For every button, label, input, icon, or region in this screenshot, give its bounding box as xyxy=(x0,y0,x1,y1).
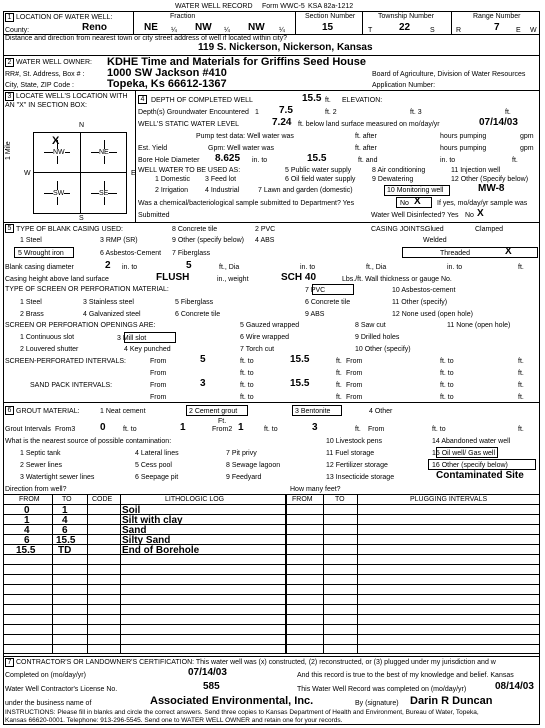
opening-option: 5 Gauzed wrapped xyxy=(240,322,300,329)
fraction-1: NE xyxy=(144,22,158,33)
opening-option: 10 Other (specify) xyxy=(355,346,411,353)
contam-option: 4 Lateral lines xyxy=(135,450,179,457)
blank-in: in. to xyxy=(122,264,138,271)
distance-label: Distance and direction from nearest town or city street address of well if located within city? xyxy=(5,35,288,42)
screen-option: 3 Stainless steel xyxy=(83,299,134,306)
gw-1-label: 1 xyxy=(255,109,259,116)
county-value: Reno xyxy=(82,22,107,33)
ft-label: ft. xyxy=(518,370,524,377)
township-s: S xyxy=(430,27,435,34)
form-title: WATER WELL RECORD xyxy=(175,3,253,10)
section-number-4: 4 xyxy=(138,95,147,104)
log-cell-from: 6 xyxy=(24,535,30,546)
compass-n: N xyxy=(79,122,85,129)
grout-ftto2: ft. to xyxy=(264,426,278,433)
chem-rest: If yes, mo/day/yr sample was xyxy=(437,200,528,207)
grout-from3: From3 xyxy=(55,426,76,433)
grout-ft3: ft. xyxy=(518,426,524,433)
quarter-mark-1: ¼ xyxy=(171,27,177,34)
opening-option: 4 Key punched xyxy=(124,346,171,353)
blank-to-value: 5 xyxy=(186,260,192,271)
section-number-1: 1 xyxy=(5,13,14,22)
casing-option: 6 Asbestos-Cement xyxy=(100,250,162,257)
contam-option: 10 Livestock pens xyxy=(326,438,383,445)
use-option-selected: 10 Monitoring well xyxy=(387,187,444,194)
log-row-line xyxy=(3,564,540,565)
log-row-line xyxy=(3,554,540,555)
record-completed-date: 08/14/03 xyxy=(495,681,534,692)
quadrant-se: SE xyxy=(99,190,109,197)
openings-label: SCREEN OR PERFORATION OPENINGS ARE: xyxy=(5,322,156,329)
opening-option: 9 Drilled holes xyxy=(355,334,400,341)
casing-weight-label: in., weight xyxy=(217,276,249,283)
range-r: R xyxy=(456,27,462,34)
log-row-line xyxy=(3,604,540,605)
use-option: 11 Injection well xyxy=(451,167,501,174)
log-row-line xyxy=(3,614,540,615)
street-value: 1000 SW Jackson #410 xyxy=(107,67,227,79)
log-row-line xyxy=(3,644,540,645)
township-t: T xyxy=(368,27,373,34)
section-number-3: 3 xyxy=(5,92,14,101)
contam-option: 12 Fertilizer storage xyxy=(326,462,388,469)
screen-to-value: 15.5 xyxy=(290,354,310,365)
to-label: ft. to xyxy=(440,382,454,389)
location-label: LOCATION OF WATER WELL: xyxy=(16,14,113,21)
compass-s: S xyxy=(79,215,84,222)
form-number: Form WWC-5 xyxy=(262,3,305,10)
owner-value: KDHE Time and Materials for Griffins Seed House xyxy=(107,56,366,68)
from-label: From xyxy=(346,358,363,365)
log-cell-to: 1 xyxy=(62,505,68,516)
bore-ft: ft. xyxy=(512,157,518,164)
screen-option: 9 ABS xyxy=(305,311,325,318)
pump-label: Pump test data: Well water was xyxy=(196,133,294,140)
disinfected-no: No xyxy=(465,212,474,219)
mile-label: 1 Mile xyxy=(5,141,12,160)
bore-and: ft. and xyxy=(358,157,378,164)
to-label: ft. to xyxy=(440,394,454,401)
joints-label: CASING JOINTS: xyxy=(371,226,427,233)
log-row-line xyxy=(3,594,540,595)
groundwater-1: 7.5 xyxy=(279,105,293,116)
log-header-to2: TO xyxy=(335,496,345,503)
grout-from-1: 0 xyxy=(100,422,106,433)
pump-mid: ft. after xyxy=(355,133,377,140)
log-cell-to: 4 xyxy=(62,515,68,526)
depth-label: DEPTH OF COMPLETED WELL xyxy=(151,97,253,104)
gw-2-label: ft. 2 xyxy=(325,109,337,116)
to-label: ft. to xyxy=(440,370,454,377)
ft-label: ft. xyxy=(336,394,342,401)
contamination-label: What is the nearest source of possible contamination: xyxy=(5,438,172,445)
grout-option-selected: 3 Bentonite xyxy=(295,408,331,415)
joints-clamped: Clamped xyxy=(475,226,504,233)
contam-option-selected: 16 Other (specify below) xyxy=(432,462,508,469)
screen-option: 10 Asbestos-cement xyxy=(392,287,456,294)
license-label: Water Well Contractor's License No. xyxy=(5,686,118,693)
completed-date: 07/14/03 xyxy=(188,667,227,678)
static-value: 7.24 xyxy=(272,117,292,128)
completed-label: Completed on (mo/day/yr) xyxy=(5,672,86,679)
from-label: From xyxy=(150,370,167,377)
casing-option: 7 Fiberglass xyxy=(172,250,211,257)
log-row-line xyxy=(3,574,540,575)
blank-diameter-label: Blank casing diameter xyxy=(5,264,74,271)
chem-no-mark: X xyxy=(414,196,421,207)
signature-value: Darin R Duncan xyxy=(410,695,493,707)
board-label: Board of Agriculture, Division of Water Resources xyxy=(372,71,526,78)
township-value: 22 xyxy=(399,22,411,33)
screen-option: 5 Fiberglass xyxy=(175,299,214,306)
section-number-5: 5 xyxy=(5,224,14,233)
use-option: 5 Public water supply xyxy=(285,167,352,174)
use-option: 9 Dewatering xyxy=(372,176,414,183)
to-label: ft. to xyxy=(240,382,254,389)
opening-option: 6 Wire wrapped xyxy=(240,334,290,341)
from-label: From xyxy=(346,394,363,401)
from-label: From xyxy=(346,382,363,389)
casing-option: 1 Steel xyxy=(20,237,42,244)
disinfected-label: Water Well Disinfected? Yes xyxy=(371,212,459,219)
application-label: Application Number: xyxy=(372,82,436,89)
contam-option: 1 Septic tank xyxy=(20,450,61,457)
use-option: 4 Industrial xyxy=(205,187,240,194)
casing-option: 9 Other (specify below) xyxy=(172,237,244,244)
locate-label-2: AN "X" IN SECTION BOX: xyxy=(5,102,87,109)
business-value: Associated Environmental, Inc. xyxy=(150,695,314,707)
groundwater-label: Depth(s) Groundwater Encountered xyxy=(138,109,249,116)
record-completed-label: This Water Well Record was completed on (mo/day/yr) xyxy=(297,686,467,693)
screen-from-value: 5 xyxy=(200,354,206,365)
fraction-3: NW xyxy=(248,22,265,33)
blank-ft3: ft. xyxy=(518,264,524,271)
contam-option: 6 Seepage pit xyxy=(135,474,179,481)
grout-ft2: ft. xyxy=(355,426,361,433)
bore-in: in. to xyxy=(252,157,268,164)
chem-label: Was a chemical/bacteriological sample submitted to Department? Yes xyxy=(138,200,355,207)
opening-option: 1 Continuous slot xyxy=(20,334,75,341)
joints-glued: Glued xyxy=(425,226,444,233)
log-row-line xyxy=(3,624,540,625)
grout-ftto: ft. to xyxy=(123,426,137,433)
yield-label: Est. Yield xyxy=(138,145,168,152)
contam-option-selected: 15 Oil well/ Gas well xyxy=(432,450,496,457)
quadrant-nw: NW xyxy=(53,149,65,156)
log-cell-from: 4 xyxy=(24,525,30,536)
yield-end: hours pumping xyxy=(440,145,487,152)
ft-label: ft. xyxy=(518,394,524,401)
contam-option: 9 Feedyard xyxy=(226,474,262,481)
quadrant-sw: SW xyxy=(53,190,65,197)
direction-label: Direction from well? xyxy=(5,486,67,493)
log-cell-to: 15.5 xyxy=(56,535,76,546)
section-number-6: 6 xyxy=(5,406,14,415)
log-row-line xyxy=(3,634,540,635)
static-date: 07/14/03 xyxy=(479,117,518,128)
township-label: Township Number xyxy=(378,13,435,20)
completed-rest: And this record is true to the best of my knowledge and belief. Kansas xyxy=(297,672,514,679)
range-w: W xyxy=(530,27,537,34)
casing-schedule: SCH 40 xyxy=(281,272,317,283)
screen-option: 2 Brass xyxy=(20,311,44,318)
log-cell-litho: Sand xyxy=(122,525,147,536)
screen-option: 1 Steel xyxy=(20,299,42,306)
bore-diameter: 8.625 xyxy=(215,153,241,164)
use-option: 6 Oil field water supply xyxy=(285,176,356,183)
grout-from-2: 1 xyxy=(238,422,244,433)
use-option: 1 Domestic xyxy=(155,176,191,183)
use-option: 12 Other (Specify below) xyxy=(451,176,529,183)
locate-label-1: LOCATE WELL'S LOCATION WITH xyxy=(16,93,128,100)
yield-after: ft. after xyxy=(355,145,377,152)
instructions-1: INSTRUCTIONS: Please fill in blanks and circle the correct answers. Send three copies to Kansas Department of Health and Environment, Bureau of Water, Topeka, xyxy=(5,709,479,716)
log-header-from: FROM xyxy=(19,496,40,503)
quadrant-ne: NE xyxy=(99,149,109,156)
county-label: County: xyxy=(5,27,30,34)
to-label: ft. to xyxy=(240,358,254,365)
compass-e: E xyxy=(131,170,136,177)
opening-option: 2 Louvered shutter xyxy=(20,346,79,353)
gw-3-label: ft. 3 xyxy=(410,109,422,116)
from-label: From xyxy=(150,382,167,389)
log-cell-from: 15.5 xyxy=(16,545,36,556)
certification-text: CONTRACTOR'S OR LANDOWNER'S CERTIFICATION: This water well was (x) constructed, (2) reconstructed, or (3) plugged under my jurisdiction and w xyxy=(16,659,496,666)
ft-label: ft. xyxy=(336,370,342,377)
log-cell-litho: Silt with clay xyxy=(122,515,183,526)
static-rest: ft. below land surface measured on mo/day/yr xyxy=(298,121,440,128)
section-value: 15 xyxy=(322,22,334,33)
log-cell-from: 0 xyxy=(24,505,30,516)
from-label: From xyxy=(150,358,167,365)
ksa-ref: KSA 82a-1212 xyxy=(308,3,354,10)
contam-option: 3 Watertight sewer lines xyxy=(20,474,95,481)
bore-depth: 15.5 xyxy=(307,153,327,164)
screen-label: TYPE OF SCREEN OR PERFORATION MATERIAL: xyxy=(5,286,169,293)
grout-ft: Ft. xyxy=(218,418,227,425)
use-other-value: MW-8 xyxy=(478,183,505,194)
static-label: WELL'S STATIC WATER LEVEL xyxy=(138,121,240,128)
range-value: 7 xyxy=(494,22,500,33)
ft-label: ft. xyxy=(518,358,524,365)
fraction-label: Fraction xyxy=(170,13,196,20)
submitted-label: Submitted xyxy=(138,212,170,219)
joints-threaded-mark: X xyxy=(505,246,512,257)
blank-diameter-value: 2 xyxy=(105,260,111,271)
contam-option: 8 Sewage lagoon xyxy=(226,462,281,469)
casing-option: 8 Concrete tile xyxy=(172,226,218,233)
from-label: From xyxy=(150,394,167,401)
casing-option: 4 ABS xyxy=(255,237,275,244)
grout-to-2: 3 xyxy=(312,422,318,433)
address-value: 119 S. Nickerson, Nickerson, Kansas xyxy=(198,42,373,53)
log-cell-litho: Silty Sand xyxy=(122,535,171,546)
chem-no: No xyxy=(400,200,409,207)
contam-option: 11 Fuel storage xyxy=(326,450,375,457)
owner-label: WATER WELL OWNER: xyxy=(16,59,92,66)
quarter-mark-2: ¼ xyxy=(224,27,230,34)
log-row-line xyxy=(3,524,540,525)
casing-option: 2 PVC xyxy=(255,226,276,233)
opening-option: 11 None (open hole) xyxy=(447,322,511,329)
log-cell-to: 6 xyxy=(62,525,68,536)
screen-option-selected: 7 PVC xyxy=(305,287,326,294)
city-value: Topeka, Ks 66612-1367 xyxy=(107,78,227,90)
screen-option: 6 Concrete tile xyxy=(305,299,351,306)
screen-option: 6 Concrete tile xyxy=(175,311,221,318)
sand-to-value: 15.5 xyxy=(290,378,310,389)
bore-in2: in. to xyxy=(440,157,456,164)
screen-option: 12 None used (open hole) xyxy=(392,311,473,318)
depth-value: 15.5 xyxy=(302,93,322,104)
ft-label: ft. xyxy=(336,382,342,389)
contam-other-value: Contaminated Site xyxy=(436,470,524,481)
to-label: ft. to xyxy=(240,394,254,401)
street-label: RR#, St. Address, Box # : xyxy=(5,71,85,78)
casing-option-selected: 5 Wrought iron xyxy=(18,250,64,257)
grout-label: GROUT MATERIAL: xyxy=(16,408,80,415)
log-header-to: TO xyxy=(62,496,72,503)
contam-option: 14 Abandoned water well xyxy=(432,438,511,445)
opening-option: 7 Torch cut xyxy=(240,346,275,353)
grout-intervals-label: Grout Intervals xyxy=(5,426,51,433)
log-header-code: CODE xyxy=(92,496,113,503)
blank-in3: in. to xyxy=(447,264,463,271)
range-e: E xyxy=(516,27,521,34)
log-cell-litho: Soil xyxy=(122,505,141,516)
to-label: ft. to xyxy=(440,358,454,365)
log-header-litho: LITHOLOGIC LOG xyxy=(165,496,225,503)
gw-ft: ft. xyxy=(505,109,511,116)
depth-ft: ft. xyxy=(325,97,331,104)
log-cell-from: 1 xyxy=(24,515,30,526)
use-label: WELL WATER TO BE USED AS: xyxy=(138,167,241,174)
sand-from-value: 3 xyxy=(200,378,206,389)
log-row-line xyxy=(3,584,540,585)
casing-option: 3 RMP (SR) xyxy=(100,237,138,244)
joints-selected-box xyxy=(402,247,538,258)
how-many-feet-label: How many feet? xyxy=(290,486,341,493)
business-label: under the business name of xyxy=(5,700,92,707)
opening-option: 8 Saw cut xyxy=(355,322,386,329)
range-label: Range Number xyxy=(473,13,521,20)
pump-end: hours pumping xyxy=(440,133,487,140)
screen-intervals-label: SCREEN-PERFORATED INTERVALS: xyxy=(5,358,126,365)
lbs-label: Lbs./ft. Wall thickness or gauge No. xyxy=(342,276,452,283)
blank-ft-dia: ft., Dia xyxy=(219,264,240,271)
use-option: 8 Air conditioning xyxy=(372,167,426,174)
to-label: ft. to xyxy=(240,370,254,377)
log-row-line xyxy=(3,534,540,535)
yield-gpm: gpm xyxy=(520,145,534,152)
grout-from: From xyxy=(368,426,385,433)
instructions-2: Kansas 66620-0001. Telephone: 913-296-5545. Send one to WATER WELL OWNER and retain one for your records. xyxy=(5,717,343,724)
compass-w: W xyxy=(24,170,31,177)
screen-option: 4 Galvanized steel xyxy=(83,311,141,318)
section-number-2: 2 xyxy=(5,58,14,67)
ft-label: ft. xyxy=(336,358,342,365)
ft-label: ft. xyxy=(518,382,524,389)
grout-ftto3: ft. to xyxy=(432,426,446,433)
blank-in2: in. to xyxy=(300,264,316,271)
log-row-line xyxy=(3,544,540,545)
joints-welded: Welded xyxy=(423,237,447,244)
license-value: 585 xyxy=(203,681,220,692)
pump-gpm: gpm xyxy=(520,133,534,140)
log-cell-to: TD xyxy=(58,545,72,556)
bore-label: Bore Hole Diameter xyxy=(138,157,200,164)
use-option: 2 Irrigation xyxy=(155,187,189,194)
well-location-mark: X xyxy=(52,135,60,147)
section-number-label: Section Number xyxy=(305,13,356,20)
fraction-2: NW xyxy=(195,22,212,33)
log-row-line xyxy=(3,514,540,515)
section-number-7: 7 xyxy=(5,658,14,667)
contam-option: 2 Sewer lines xyxy=(20,462,63,469)
screen-option: 11 Other (specify) xyxy=(392,299,448,306)
casing-label: TYPE OF BLANK CASING USED: xyxy=(16,226,123,233)
quarter-mark-3: ¼ xyxy=(279,27,285,34)
from-label: From xyxy=(346,370,363,377)
grout-option: 4 Other xyxy=(369,408,393,415)
disinfected-no-mark: X xyxy=(477,208,484,219)
blank-ft-dia2: ft., Dia xyxy=(366,264,387,271)
grout-from2: From2 xyxy=(212,426,233,433)
contam-option: 7 Pit privy xyxy=(226,450,257,457)
log-header-from2: FROM xyxy=(292,496,313,503)
elevation-label: ELEVATION: xyxy=(342,97,383,104)
grout-to-1: 1 xyxy=(180,422,186,433)
signature-label: By (signature) xyxy=(355,700,399,707)
yield-mid: Gpm: Well water was xyxy=(208,145,274,152)
sand-pack-label: SAND PACK INTERVALS: xyxy=(30,382,113,389)
contam-option: 13 Insecticide storage xyxy=(326,474,395,481)
city-label: City, State, ZIP Code : xyxy=(5,82,74,89)
use-option: 7 Lawn and garden (domestic) xyxy=(258,187,353,194)
grout-option: 1 Neat cement xyxy=(100,408,146,415)
opening-option-selected: 3 Mill slot xyxy=(117,335,147,342)
log-cell-litho: End of Borehole xyxy=(122,545,200,556)
log-header-plugging: PLUGGING INTERVALS xyxy=(410,496,488,503)
joints-threaded: Threaded xyxy=(440,250,470,257)
casing-height-label: Casing height above land surface xyxy=(5,276,109,283)
contam-option: 5 Cess pool xyxy=(135,462,172,469)
use-option: 3 Feed lot xyxy=(205,176,237,183)
grout-option-selected: 2 Cement grout xyxy=(189,408,238,415)
casing-height-value: FLUSH xyxy=(156,272,190,283)
